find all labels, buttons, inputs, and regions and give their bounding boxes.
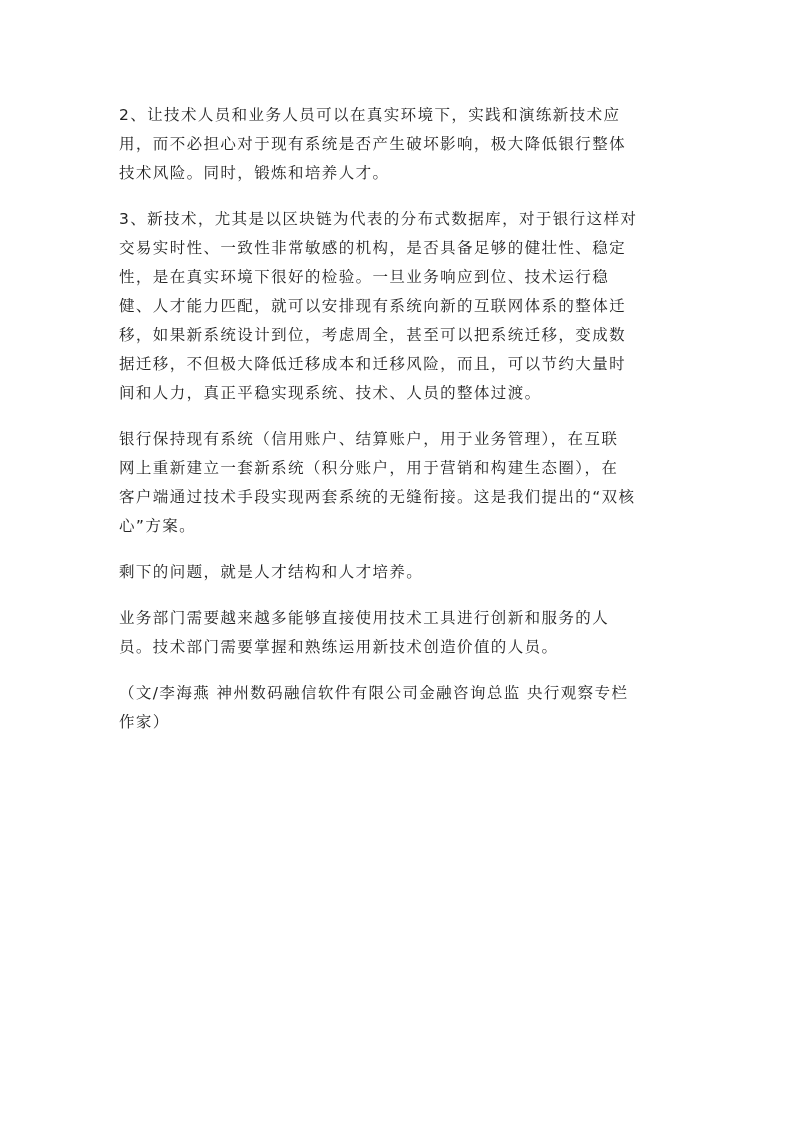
text-line: 2、让技术人员和业务人员可以在真实环境下，实践和演练新技术应 — [119, 106, 621, 124]
text-line: 作家） — [119, 713, 170, 731]
text-line: 间和人力，真正平稳实现系统、技术、人员的整体过渡。 — [119, 384, 542, 402]
text-line: 剩下的问题，就是人才结构和人才培养。 — [119, 563, 424, 581]
text-line: 员。技术部门需要掌握和熟练运用新技术创造价值的人员。 — [119, 638, 559, 656]
text-line: 心”方案。 — [119, 517, 197, 535]
text-line: 网上重新建立一套新系统（积分账户，用于营销和构建生态圈），在 — [119, 459, 619, 477]
paragraph-remaining-issue — [119, 558, 675, 587]
text-line: 客户端通过技术手段实现两套系统的无缝衔接。这是我们提出的“双核 — [119, 488, 636, 506]
text-line: 交易实时性、一致性非常敏感的机构，是否具备足够的健壮性、稳定 — [119, 239, 627, 257]
author-byline — [119, 679, 675, 737]
text-line: 移，如果新系统设计到位，考虑周全，甚至可以把系统迁移，变成数 — [119, 326, 627, 344]
text-line: 3、新技术，尤其是以区块链为代表的分布式数据库，对于银行这样对 — [119, 210, 638, 228]
paragraph-point-2 — [119, 101, 675, 188]
text-line: 用，而不必担心对于现有系统是否产生破坏影响，极大降低银行整体 — [119, 135, 627, 153]
text-line: （文/李海燕 神州数码融信软件有限公司金融咨询总监 央行观察专栏 — [119, 684, 629, 702]
paragraph-talent-needs — [119, 604, 675, 662]
text-line: 业务部门需要越来越多能够直接使用技术工具进行创新和服务的人 — [119, 609, 610, 627]
paragraph-dual-core — [119, 425, 675, 541]
text-line: 银行保持现有系统（信用账户、结算账户，用于业务管理），在互联 — [119, 430, 619, 448]
text-line: 技术风险。同时，锻炼和培养人才。 — [119, 164, 390, 182]
text-line: 健、人才能力匹配，就可以安排现有系统向新的互联网体系的整体迁 — [119, 297, 627, 315]
text-line: 性，是在真实环境下很好的检验。一旦业务响应到位、技术运行稳 — [119, 268, 610, 286]
paragraph-point-3 — [119, 205, 675, 408]
article-body — [119, 101, 675, 754]
text-line: 据迁移，不但极大降低迁移成本和迁移风险，而且，可以节约大量时 — [119, 355, 627, 373]
